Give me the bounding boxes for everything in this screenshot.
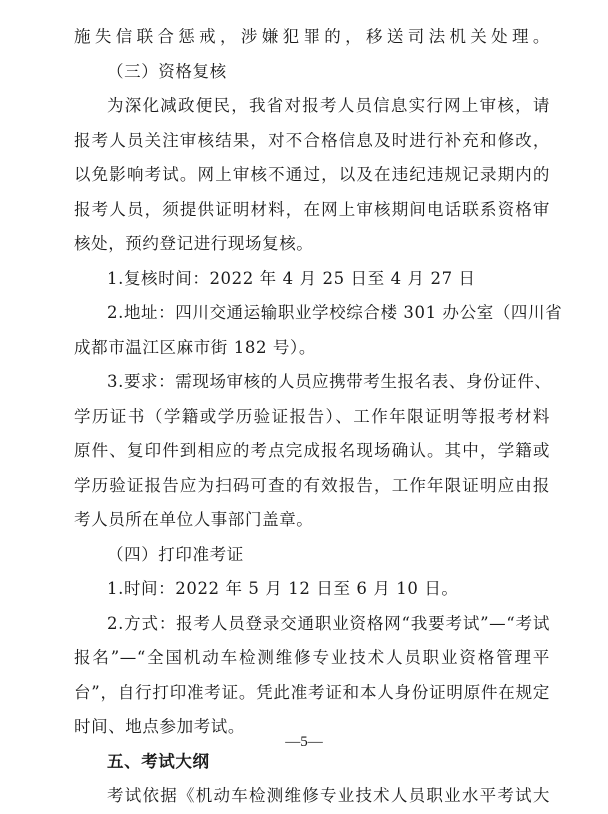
paragraph-line: 时间、地点参加考试。	[74, 717, 245, 736]
paragraph-line: 报考人员关注审核结果，对不合格信息及时进行补充和修改，	[74, 130, 550, 150]
print-time-item: 1.时间：2022 年 5 月 12 日至 6 月 10 日。	[107, 579, 459, 598]
paragraph-line: 核处，预约登记进行现场复核。	[74, 234, 314, 253]
paragraph-line: 学历验证报告应为扫码可查的有效报告，工作年限证明应由报	[74, 475, 550, 495]
page-number: —5—	[285, 734, 323, 750]
paragraph-line: 台”，自行打印准考证。凭此准考证和本人身份证明原件在规定	[74, 682, 550, 702]
paragraph-line: 考试依据《机动车检测维修专业技术人员职业水平考试大	[107, 786, 550, 805]
section-heading-exam-syllabus: 五、考试大纲	[107, 751, 210, 771]
review-time-item: 1.复核时间：2022 年 4 月 25 日至 4 月 27 日	[107, 268, 476, 288]
paragraph-line: 为深化减政便民，我省对报考人员信息实行网上审核，请	[107, 96, 550, 115]
paragraph-line: 成都市温江区麻市街 182 号）。	[74, 337, 316, 357]
section-heading-qualification-review: （三）资格复核	[107, 61, 227, 81]
paragraph-line: 报考人员，须提供证明材料，在网上审核期间电话联系资格审	[74, 199, 550, 219]
paragraph-line: 报名”—“全国机动车检测维修专业技术人员职业资格管理平	[74, 648, 550, 667]
address-item: 2.地址：四川交通运输职业学校综合楼 301 办公室（四川省	[107, 303, 563, 322]
requirements-item: 3.要求：需现场审核的人员应携带考生报名表、身份证件、	[107, 372, 552, 391]
paragraph-line: 施失信联合惩戒，涉嫌犯罪的，移送司法机关处理。	[74, 27, 550, 46]
document-body	[74, 20, 563, 814]
section-heading-print-admission: （四）打印准考证	[107, 544, 244, 564]
paragraph-line: 学历证书（学籍或学历验证报告）、工作年限证明等报考材料	[74, 406, 550, 426]
paragraph-line: 考人员所在单位人事部门盖章。	[74, 510, 314, 529]
paragraph-line: 原件、复印件到相应的考点完成报名现场确认。其中，学籍或	[74, 441, 550, 460]
print-method-item: 2.方式：报考人员登录交通职业资格网“我要考试”—“考试	[107, 613, 550, 633]
paragraph-line: 以免影响考试。网上审核不通过，以及在违纪违规记录期内的	[74, 165, 550, 184]
